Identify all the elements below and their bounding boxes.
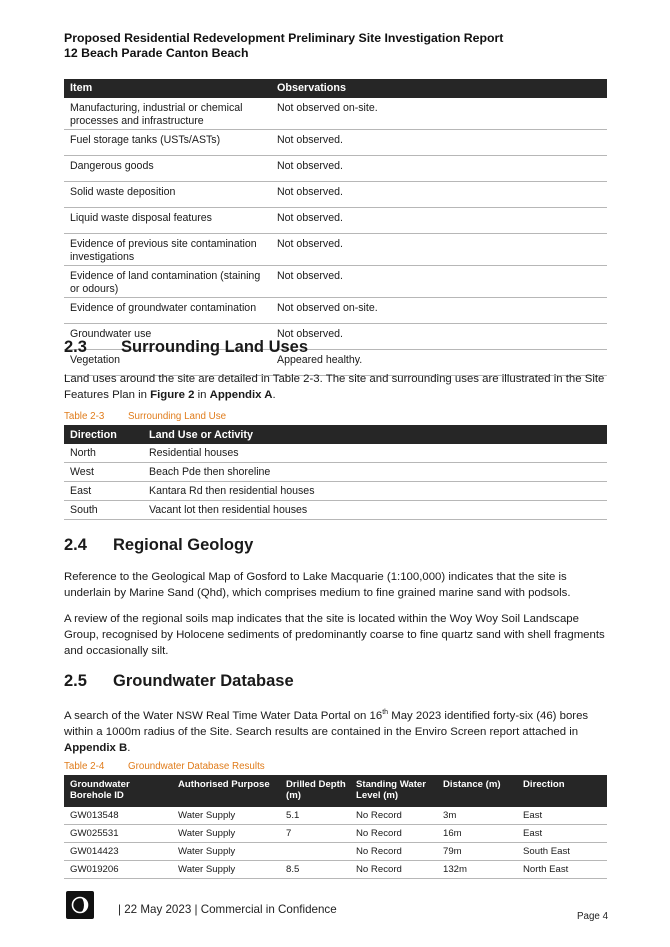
- surrounding-land-uses-paragraph: [64, 371, 609, 403]
- appendix-reference: Appendix B: [64, 741, 128, 754]
- borehole-id-cell: GW025531: [64, 825, 172, 843]
- table-row: [64, 444, 607, 463]
- column-header-drilled-depth: Drilled Depth (m): [280, 775, 350, 807]
- table-header-row: [64, 79, 607, 98]
- direction-cell: East: [517, 825, 607, 843]
- observation-item: Evidence of land contamination (staining or odours): [64, 266, 271, 298]
- appendix-reference: Appendix A: [209, 389, 273, 401]
- regional-geology-paragraph-2: A review of the regional soils map indicates that the site is located within the Woy Woy Soil Landscape Group, recognised by Holocene sediments of predominantly coarse to fine quartz sand with shell fragments and occasionally silt.: [64, 613, 605, 657]
- purpose-cell: Water Supply: [172, 861, 280, 879]
- observation-item: Fuel storage tanks (USTs/ASTs): [64, 130, 271, 156]
- water-level-cell: No Record: [350, 861, 437, 879]
- observation-value: Not observed.: [271, 234, 607, 266]
- section-heading-2-5: [64, 672, 294, 691]
- header-address: 12 Beach Parade Canton Beach: [64, 45, 249, 60]
- borehole-id-cell: GW019206: [64, 861, 172, 879]
- table-row: [64, 861, 607, 879]
- direction-cell: North: [64, 444, 143, 463]
- observation-value: Appeared healthy.: [271, 350, 607, 376]
- table-row: [64, 98, 607, 130]
- column-header-distance: Distance (m): [437, 775, 517, 807]
- observation-value: Not observed.: [271, 208, 607, 234]
- observation-item: Manufacturing, industrial or chemical processes and infrastructure: [64, 98, 271, 130]
- table-row: [64, 266, 607, 298]
- section-heading-2-4: [64, 536, 253, 555]
- table-row: [64, 130, 607, 156]
- borehole-id-cell: GW013548: [64, 807, 172, 825]
- column-header-direction: Direction: [64, 425, 143, 444]
- company-logo-icon: [66, 891, 94, 919]
- groundwater-database-table: [64, 775, 607, 879]
- direction-cell: West: [64, 463, 143, 482]
- table-header-row: [64, 775, 607, 807]
- observation-item: Liquid waste disposal features: [64, 208, 271, 234]
- column-header-authorised-purpose: Authorised Purpose: [172, 775, 280, 807]
- paragraph-text: .: [272, 389, 276, 401]
- paragraph-text: Land uses around the site are detailed in Table 2-3. The site and surrounding uses are illustrated in the Site Features Plan in: [64, 373, 605, 401]
- section-title: Groundwater Database: [113, 672, 294, 690]
- section-title: Surrounding Land Uses: [121, 338, 309, 356]
- paragraph-text: .: [127, 741, 131, 754]
- depth-cell: 7: [280, 825, 350, 843]
- observation-value: Not observed on-site.: [271, 98, 607, 130]
- purpose-cell: Water Supply: [172, 807, 280, 825]
- observation-value: Not observed.: [271, 156, 607, 182]
- purpose-cell: Water Supply: [172, 825, 280, 843]
- paragraph-text: May 2023 identified forty-six (46) bores within a 1000m radius of the Site. Search results are contained in the Enviro Screen report attached in: [64, 709, 589, 738]
- land-use-cell: Kantara Rd then residential houses: [143, 482, 607, 501]
- groundwater-database-paragraph: [64, 705, 609, 756]
- section-number: 2.5: [64, 672, 87, 690]
- table-row: [64, 825, 607, 843]
- direction-cell: South: [64, 501, 143, 520]
- depth-cell: 5.1: [280, 807, 350, 825]
- observation-item: Solid waste deposition: [64, 182, 271, 208]
- table-row: [64, 298, 607, 324]
- table-row: [64, 843, 607, 861]
- land-use-cell: Beach Pde then shoreline: [143, 463, 607, 482]
- caption-title: Groundwater Database Results: [128, 761, 265, 772]
- table-header-row: [64, 425, 607, 444]
- column-header-standing-water-level: Standing Water Level (m): [350, 775, 437, 807]
- caption-number: Table 2-3: [64, 411, 105, 422]
- land-use-cell: Vacant lot then residential houses: [143, 501, 607, 520]
- table-row: [64, 807, 607, 825]
- observation-item: Vegetation: [64, 350, 271, 376]
- table-caption: [64, 411, 226, 422]
- page-number: Page 4: [577, 911, 609, 922]
- paragraph-text: in: [194, 389, 210, 401]
- borehole-id-cell: GW014423: [64, 843, 172, 861]
- distance-cell: 3m: [437, 807, 517, 825]
- observation-value: Not observed.: [271, 266, 607, 298]
- distance-cell: 79m: [437, 843, 517, 861]
- table-row: [64, 234, 607, 266]
- observation-value: Not observed on-site.: [271, 298, 607, 324]
- direction-cell: South East: [517, 843, 607, 861]
- table-row: [64, 182, 607, 208]
- direction-cell: East: [64, 482, 143, 501]
- water-level-cell: No Record: [350, 807, 437, 825]
- water-level-cell: No Record: [350, 825, 437, 843]
- column-header-item: Item: [64, 79, 271, 98]
- observation-item: Dangerous goods: [64, 156, 271, 182]
- section-heading-2-3: [64, 338, 308, 357]
- observation-value: Not observed.: [271, 324, 607, 350]
- regional-geology-paragraph-1: Reference to the Geological Map of Gosford to Lake Macquarie (1:100,000) indicates that the site is underlain by Marine Sand (Qhd), which comprises medium to fine grained marine sand with podsols.: [64, 571, 571, 599]
- table-caption: [64, 761, 265, 772]
- table-row: [64, 501, 607, 520]
- table-row: [64, 208, 607, 234]
- ordinal-suffix: th: [382, 709, 389, 716]
- caption-number: Table 2-4: [64, 761, 105, 772]
- footer-text: | 22 May 2023 | Commercial in Confidence: [118, 903, 337, 916]
- column-header-observations: Observations: [271, 79, 607, 98]
- caption-title: Surrounding Land Use: [128, 411, 227, 422]
- column-header-direction: Direction: [517, 775, 607, 807]
- distance-cell: 132m: [437, 861, 517, 879]
- direction-cell: East: [517, 807, 607, 825]
- site-observations-table: [64, 79, 607, 376]
- observation-value: Not observed.: [271, 182, 607, 208]
- depth-cell: 8.5: [280, 861, 350, 879]
- figure-reference: Figure 2: [150, 389, 195, 401]
- observation-value: Not observed.: [271, 130, 607, 156]
- table-row: [64, 463, 607, 482]
- direction-cell: North East: [517, 861, 607, 879]
- depth-cell: [280, 843, 350, 861]
- surrounding-land-use-table: [64, 425, 607, 520]
- column-header-borehole-id: Groundwater Borehole ID: [64, 775, 172, 807]
- distance-cell: 16m: [437, 825, 517, 843]
- purpose-cell: Water Supply: [172, 843, 280, 861]
- paragraph-text: A search of the Water NSW Real Time Water Data Portal on 16: [64, 709, 383, 722]
- table-row: [64, 482, 607, 501]
- observation-item: Evidence of previous site contamination investigations: [64, 234, 271, 266]
- water-level-cell: No Record: [350, 843, 437, 861]
- section-number: 2.3: [64, 338, 87, 356]
- column-header-land-use: Land Use or Activity: [143, 425, 607, 444]
- observation-item: Evidence of groundwater contamination: [64, 298, 271, 324]
- table-row: [64, 156, 607, 182]
- running-header: [64, 31, 503, 60]
- land-use-cell: Residential houses: [143, 444, 607, 463]
- section-title: Regional Geology: [113, 536, 254, 554]
- header-title: Proposed Residential Redevelopment Preliminary Site Investigation Report: [64, 31, 504, 45]
- section-number: 2.4: [64, 536, 87, 554]
- company-logo-icon: [66, 891, 94, 919]
- observation-item: Groundwater use: [64, 324, 271, 350]
